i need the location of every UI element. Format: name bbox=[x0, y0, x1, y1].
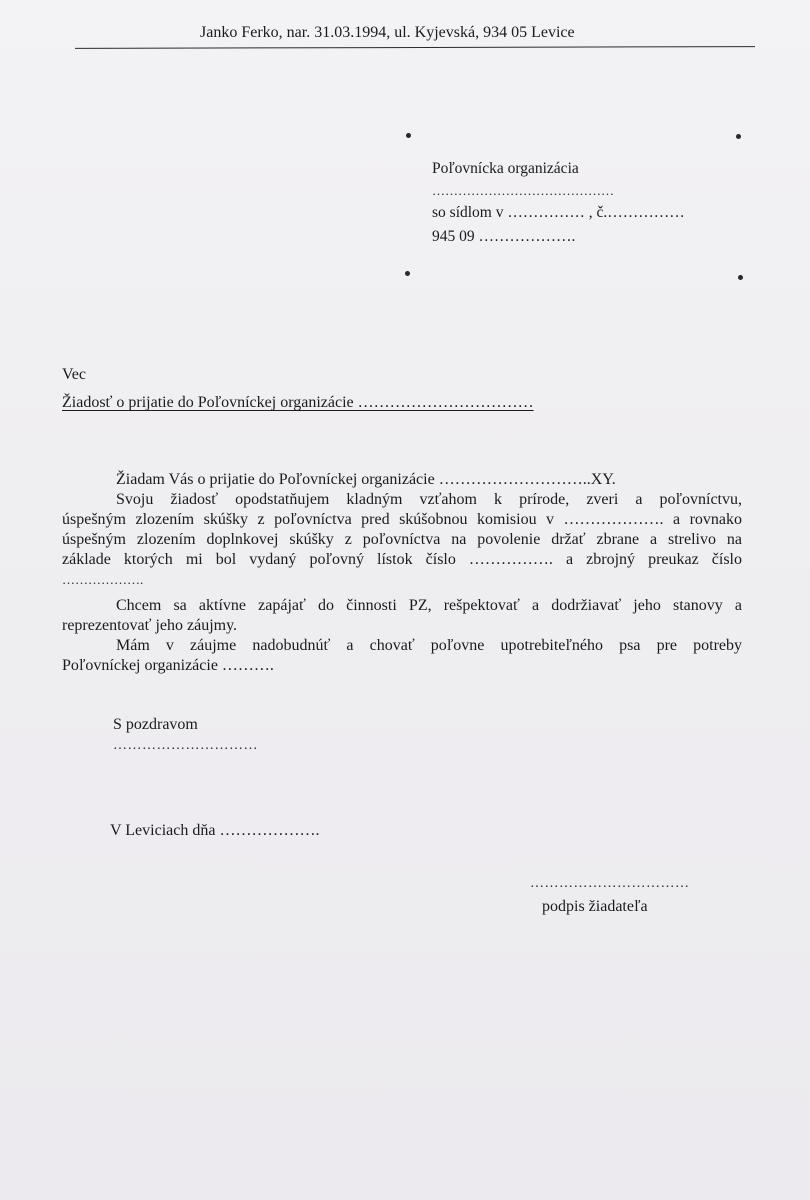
signature-label: podpis žiadateľa bbox=[542, 898, 648, 915]
body-dog-line: Poľovníckej organizácie ………. bbox=[62, 657, 274, 674]
body-commitment-line: Chcem sa aktívne zapájať do činnosti PZ, rešpektovať a dodržiavať jeho stanovy a bbox=[116, 597, 742, 614]
recipient-postcode: 945 09 ………………. bbox=[432, 228, 576, 245]
body-commitment-line: reprezentovať jeho záujmy. bbox=[62, 617, 238, 634]
address-window-mark bbox=[405, 271, 410, 276]
address-window-mark bbox=[406, 133, 411, 138]
body-dog-line: Mám v záujme nadobudnúť a chovať poľovne upotrebiteľného psa pre potreby bbox=[116, 637, 742, 654]
place-date: V Leviciach dňa ………………. bbox=[110, 822, 320, 839]
body-justification-line: úspešným zlozením doplnkovej skúšky z poľovníctva na povolenie držať zbrane a strelivo na bbox=[62, 531, 742, 548]
subject-title: Žiadosť o prijatie do Poľovníckej organizácie …………………………… bbox=[62, 394, 534, 411]
recipient-seat: so sídlom v …………… , č.…………… bbox=[432, 204, 685, 221]
closing-greeting: S pozdravom bbox=[113, 716, 198, 733]
body-request: Žiadam Vás o prijatie do Poľovníckej organizácie ………………………..XY. bbox=[116, 471, 616, 488]
body-justification-line: základe ktorých mi bol vydaný poľovný lístok číslo ……………. a zbrojný preukaz číslo bbox=[62, 551, 742, 568]
address-window-mark bbox=[736, 134, 741, 139]
greeting-signature-blank: ………………………… bbox=[113, 738, 258, 753]
recipient-name-blank: …………………………………… bbox=[432, 183, 614, 198]
address-window-mark bbox=[738, 275, 743, 280]
header-rule bbox=[75, 46, 755, 49]
signature-blank: …………………………… bbox=[530, 876, 690, 891]
body-justification-line: ………………. bbox=[62, 572, 144, 587]
body-justification-line: úspešným zlozením skúšky z poľovníctva pred skúšobnou komisiou v ………………. a rovnako bbox=[62, 511, 742, 528]
letter-body bbox=[62, 470, 742, 676]
applicant-header: Janko Ferko, nar. 31.03.1994, ul. Kyjevská, 934 05 Levice bbox=[200, 24, 575, 41]
subject-label: Vec bbox=[62, 366, 86, 383]
body-justification-line: Svoju žiadosť opodstatňujem kladným vzťahom k prírode, zveri a poľovníctvu, bbox=[116, 491, 742, 508]
recipient-name: Poľovnícka organizácia bbox=[432, 160, 579, 177]
